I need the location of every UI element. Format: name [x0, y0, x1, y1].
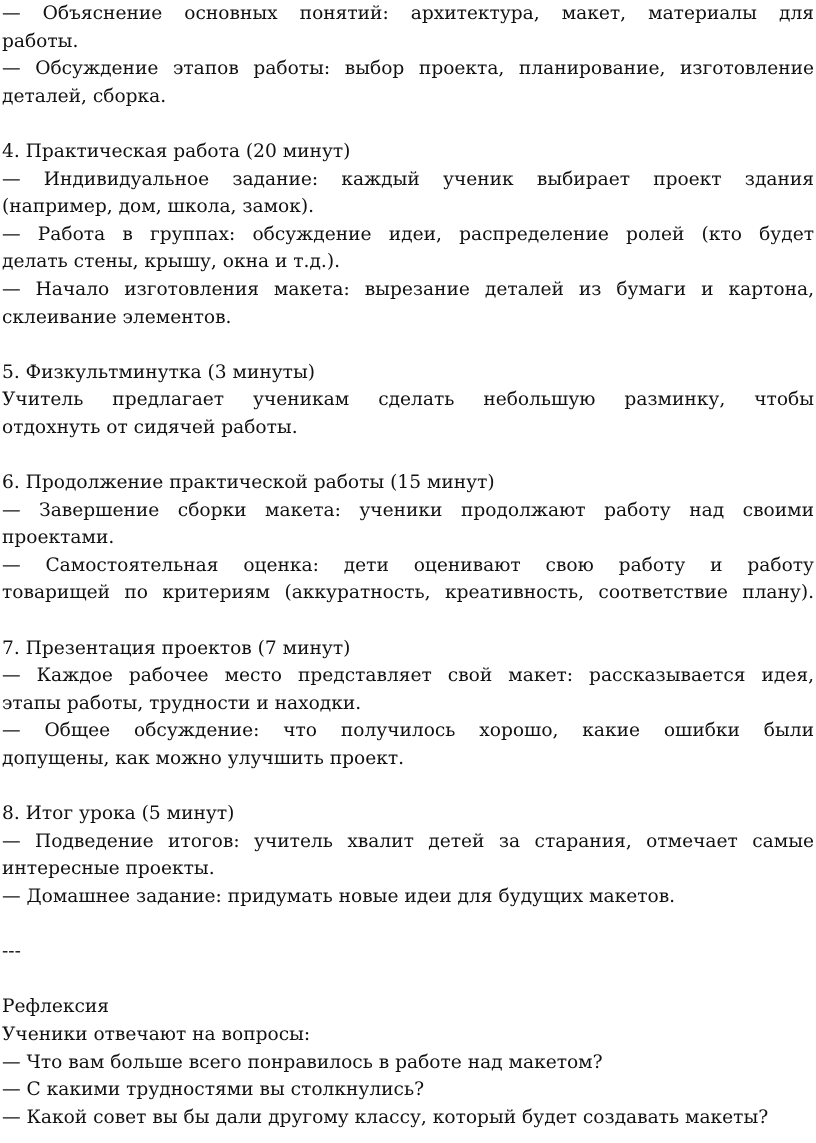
blank-line: [2, 966, 814, 994]
text-line: — Домашнее задание: придумать новые идеи для будущих макетов.: [2, 886, 676, 907]
section-heading: 8. Итог урока (5 минут): [2, 803, 235, 825]
section-heading: 7. Презентация проектов (7 минут): [2, 637, 351, 659]
section-heading: Рефлексия: [2, 996, 110, 1018]
text-line: — Подведение итогов: учитель хвалит детей за старания, отмечает самые: [2, 830, 814, 852]
text-line: проектами.: [2, 527, 115, 549]
blank-line: [2, 607, 814, 635]
text-line: — Завершение сборки макета: ученики продолжают работу над своими: [2, 499, 814, 521]
blank-line: [2, 911, 814, 939]
text-line: делать стены, крышу, окна и т.д.).: [2, 251, 340, 273]
text-line: деталей, сборка.: [2, 85, 167, 107]
text-line: Ученики отвечают на вопросы:: [2, 1023, 311, 1045]
text-line: склеивание элементов.: [2, 306, 232, 328]
text-line: — Общее обсуждение: что получилось хорошо, какие ошибки были: [2, 720, 814, 742]
text-line: Учитель предлагает ученикам сделать небольшую разминку, чтобы: [2, 389, 814, 411]
blank-line: [2, 773, 814, 801]
text-line: — Работа в группах: обсуждение идеи, распределение ролей (кто будет: [2, 223, 814, 245]
text-line: (например, дом, школа, замок).: [2, 196, 315, 218]
text-line: — Обсуждение этапов работы: выбор проекта, планирование, изготовление: [2, 58, 814, 80]
text-line: — Что вам больше всего понравилось в работе над макетом?: [2, 1051, 603, 1073]
blank-line: [2, 331, 814, 359]
blank-line: [2, 442, 814, 470]
text-line: работы.: [2, 30, 79, 52]
text-line: — Каждое рабочее место представляет свой макет: рассказывается идея,: [2, 665, 814, 687]
text-line: отдохнуть от сидячей работы.: [2, 416, 298, 438]
text-line: — С какими трудностями вы столкнулись?: [2, 1079, 425, 1101]
blank-line: [2, 110, 814, 138]
separator-text: ---: [2, 941, 21, 963]
section-heading: 5. Физкультминутка (3 минуты): [2, 361, 316, 383]
text-line: — Индивидуальное задание: каждый ученик выбирает проект здания: [2, 168, 814, 190]
text-line: — Какой совет вы бы дали другому классу, который будет создавать макеты?: [2, 1106, 769, 1128]
text-line: допущены, как можно улучшить проект.: [2, 748, 405, 770]
text-line: — Начало изготовления макета: вырезание деталей из бумаги и картона,: [2, 278, 814, 300]
text-line: товарищей по критериям (аккуратность, креативность, соответствие плану).: [2, 582, 814, 604]
text-line: — Объяснение основных понятий: архитектура, макет, материалы для: [2, 3, 814, 24]
section-heading: 4. Практическая работа (20 минут): [2, 140, 351, 162]
text-line: — Самостоятельная оценка: дети оценивают свою работу и работу: [2, 554, 814, 576]
section-heading: 6. Продолжение практической работы (15 минут): [2, 472, 495, 494]
text-line: интересные проекты.: [2, 858, 215, 880]
text-line: этапы работы, трудности и находки.: [2, 692, 362, 714]
